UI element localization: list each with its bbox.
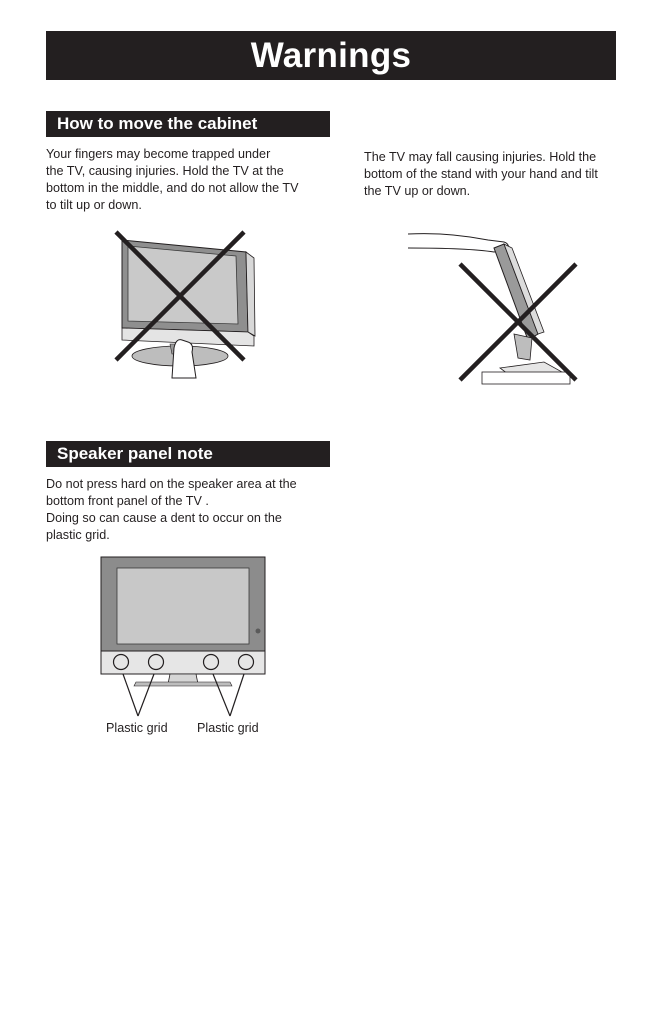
wrong-tilt-side-illustration (408, 222, 584, 388)
move-cabinet-left-text (46, 146, 299, 214)
text-line: Do not press hard on the speaker area at the (46, 477, 297, 491)
section-heading-move-cabinet (46, 111, 330, 137)
section-heading-text: Speaker panel note (57, 444, 213, 463)
text-line: the TV, causing injuries. Hold the TV at the (46, 164, 284, 178)
move-cabinet-right-text (364, 149, 598, 200)
text-line: bottom front panel of the TV . (46, 494, 209, 508)
text-line: to tilt up or down. (46, 198, 142, 212)
hand-icon (172, 340, 196, 378)
text-line: Your fingers may become trapped under (46, 147, 271, 161)
plastic-grid-label-left: Plastic grid (106, 721, 168, 735)
section-heading-text: How to move the cabinet (57, 114, 258, 133)
text-line: plastic grid. (46, 528, 110, 542)
text-line: the TV up or down. (364, 184, 471, 198)
section-heading-speaker-panel (46, 441, 330, 467)
page-title: Warnings (250, 35, 412, 75)
wrong-grip-front-illustration (108, 228, 263, 384)
text-line: Doing so can cause a dent to occur on the (46, 511, 282, 525)
text-line: bottom in the middle, and do not allow the TV (46, 181, 299, 195)
plastic-grid-label-right: Plastic grid (197, 721, 259, 735)
arm-icon (408, 234, 509, 252)
text-line: bottom of the stand with your hand and tilt (364, 167, 598, 181)
speaker-panel-text (46, 476, 297, 544)
page-title-banner (46, 31, 616, 80)
speaker-grid-illustration (100, 556, 268, 722)
text-line: The TV may fall causing injuries. Hold the (364, 150, 597, 164)
